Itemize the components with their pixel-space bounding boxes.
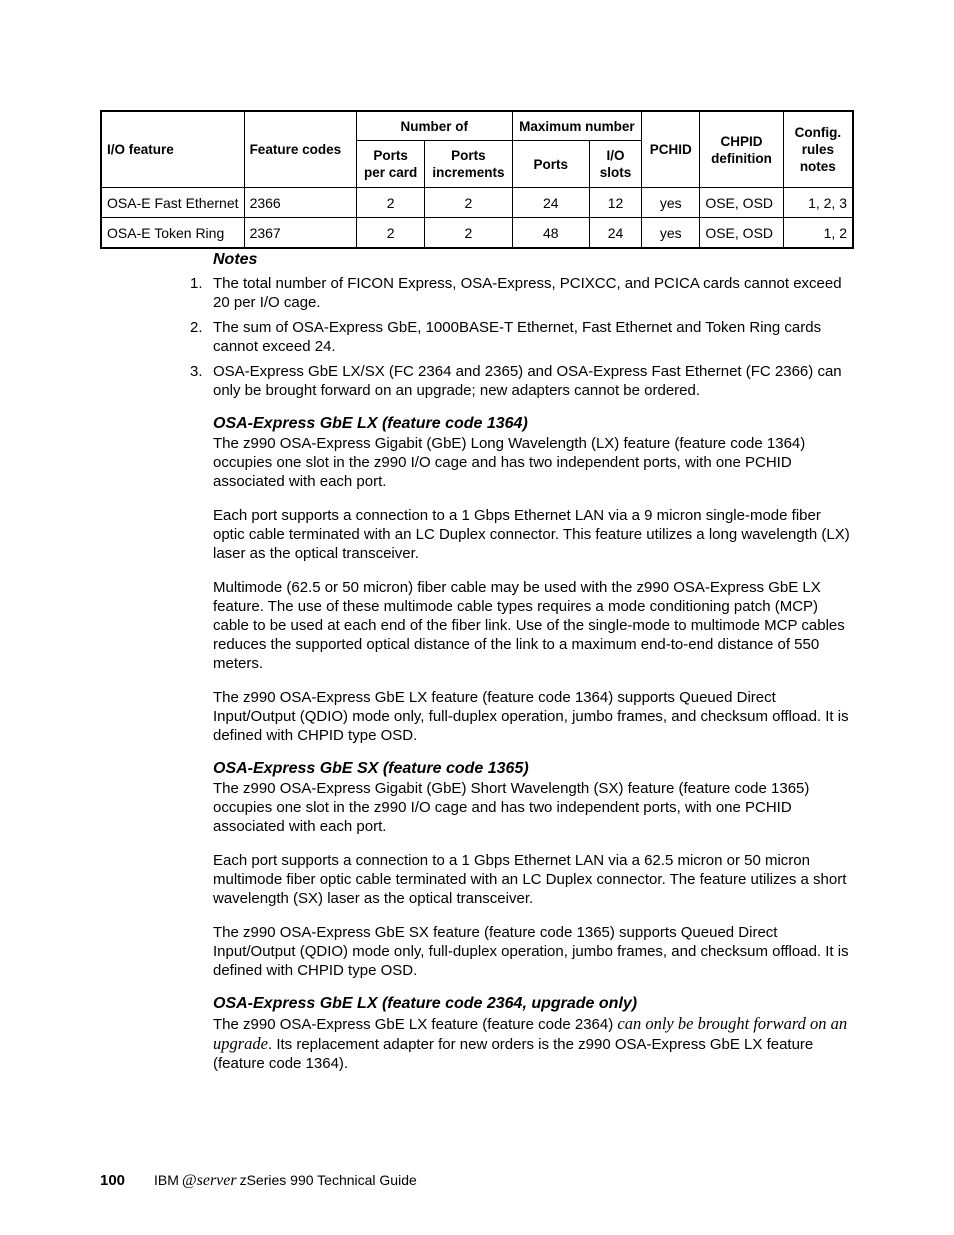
page-number: 100 — [100, 1172, 126, 1189]
paragraph: Multimode (62.5 or 50 micron) fiber cable may be used with the z990 OSA-Express GbE LX feature. The use of these multimode cable types requires a mode conditioning patch (MCP) cable to be used at each end of the fiber link. Use of the single-mode to multimode MCP cables reduces the supported optical distance of the link to a maximum end-to-end distance of 550 meters. — [213, 579, 845, 672]
header-ports-increments: Ports increments — [425, 141, 512, 188]
note-number: 3. — [190, 363, 203, 380]
emphasis-text: can only be brought forward on an upgrade — [213, 1014, 848, 1053]
cell-pchid: yes — [642, 218, 700, 249]
cell-notes: 1, 2 — [783, 218, 853, 249]
header-chpid-definition: CHPID definition — [700, 111, 783, 188]
cell-chpid: OSE, OSD — [700, 218, 783, 249]
cell-pchid: yes — [642, 188, 700, 218]
note-number: 2. — [190, 319, 203, 336]
table-header-row — [101, 111, 853, 141]
header-maximum-number: Maximum number — [512, 111, 642, 141]
cell-feature: OSA-E Token Ring — [101, 218, 244, 249]
note-item — [190, 274, 853, 312]
paragraph: Each port supports a connection to a 1 Gbps Ethernet LAN via a 62.5 micron or 50 micron multimode fiber optic cable terminated with an LC Duplex connector. The feature utilizes a short wavelength (SX) laser as the optical transceiver. — [213, 852, 847, 907]
cell-max-ports: 48 — [512, 218, 589, 249]
main-content — [190, 250, 853, 1088]
paragraph: Each port supports a connection to a 1 Gbps Ethernet LAN via a 9 micron single-mode fiber optic cable terminated with an LC Duplex connector. This feature utilizes a long wavelength (LX) laser as the optical transceiver. — [213, 507, 850, 562]
header-io-slots: I/O slots — [589, 141, 641, 188]
header-ports: Ports — [512, 141, 589, 188]
footer-prefix: IBM — [154, 1172, 179, 1188]
io-feature-table — [100, 110, 854, 249]
note-item — [190, 362, 853, 400]
paragraph — [213, 1014, 853, 1073]
paragraph: The z990 OSA-Express Gigabit (GbE) Long Wavelength (LX) feature (feature code 1364) occupies one slot in the z990 I/O cage and has two independent ports, with one PCHID associated with each port. — [213, 435, 806, 490]
header-config-rules-notes: Config. rules notes — [783, 111, 853, 188]
cell-code: 2366 — [244, 188, 356, 218]
cell-notes: 1, 2, 3 — [783, 188, 853, 218]
notes-list — [190, 274, 853, 400]
cell-io-slots: 12 — [589, 188, 641, 218]
notes-title: Notes — [213, 251, 258, 268]
note-text: The sum of OSA-Express GbE, 1000BASE-T Ethernet, Fast Ethernet and Token Ring cards cannot exceed 24. — [213, 319, 822, 355]
header-pchid: PCHID — [642, 111, 700, 188]
header-feature-codes: Feature codes — [244, 111, 356, 188]
page-footer — [100, 1172, 417, 1190]
paragraph: The z990 OSA-Express GbE SX feature (feature code 1365) supports Queued Direct Input/Output (QDIO) mode only, full-duplex operation, jumbo frames, and checksum offload. It is defined with CHPID type OSD. — [213, 924, 849, 979]
cell-chpid: OSE, OSD — [700, 188, 783, 218]
section-heading-sx-1365: OSA-Express GbE SX (feature code 1365) — [213, 760, 529, 777]
cell-ports-per-card: 2 — [357, 218, 425, 249]
cell-ports-increments: 2 — [425, 218, 512, 249]
paragraph-text: . Its replacement adapter for new orders is the z990 OSA-Express GbE LX feature (feature code 1364). — [213, 1036, 814, 1072]
paragraph-text: The z990 OSA-Express GbE LX feature (feature code 2364) — [213, 1016, 618, 1033]
footer-title: zSeries 990 Technical Guide — [239, 1172, 417, 1188]
paragraph: The z990 OSA-Express Gigabit (GbE) Short Wavelength (SX) feature (feature code 1365) occupies one slot in the z990 I/O cage and has two independent ports, with one PCHID associated with each port. — [213, 780, 810, 835]
header-number-of: Number of — [357, 111, 513, 141]
cell-io-slots: 24 — [589, 218, 641, 249]
paragraph: The z990 OSA-Express GbE LX feature (feature code 1364) supports Queued Direct Input/Output (QDIO) mode only, full-duplex operation, jumbo frames, and checksum offload. It is defined with CHPID type OSD. — [213, 689, 849, 744]
eserver-logo-text: @server — [181, 1172, 237, 1189]
section-heading-lx-1364: OSA-Express GbE LX (feature code 1364) — [213, 415, 528, 432]
note-item — [190, 318, 853, 356]
note-number: 1. — [190, 275, 203, 292]
cell-code: 2367 — [244, 218, 356, 249]
note-text: OSA-Express GbE LX/SX (FC 2364 and 2365) and OSA-Express Fast Ethernet (FC 2366) can only be brought forward on an upgrade; new adapters cannot be ordered. — [213, 363, 842, 399]
cell-ports-increments: 2 — [425, 188, 512, 218]
note-text: The total number of FICON Express, OSA-Express, PCIXCC, and PCICA cards cannot exceed 20 per I/O cage. — [213, 275, 842, 311]
cell-feature: OSA-E Fast Ethernet — [101, 188, 244, 218]
section-heading-lx-2364: OSA-Express GbE LX (feature code 2364, upgrade only) — [213, 995, 638, 1012]
header-ports-per-card: Ports per card — [357, 141, 425, 188]
cell-ports-per-card: 2 — [357, 188, 425, 218]
header-io-feature: I/O feature — [101, 111, 244, 188]
table-row — [101, 188, 853, 218]
cell-max-ports: 24 — [512, 188, 589, 218]
table-row — [101, 218, 853, 249]
